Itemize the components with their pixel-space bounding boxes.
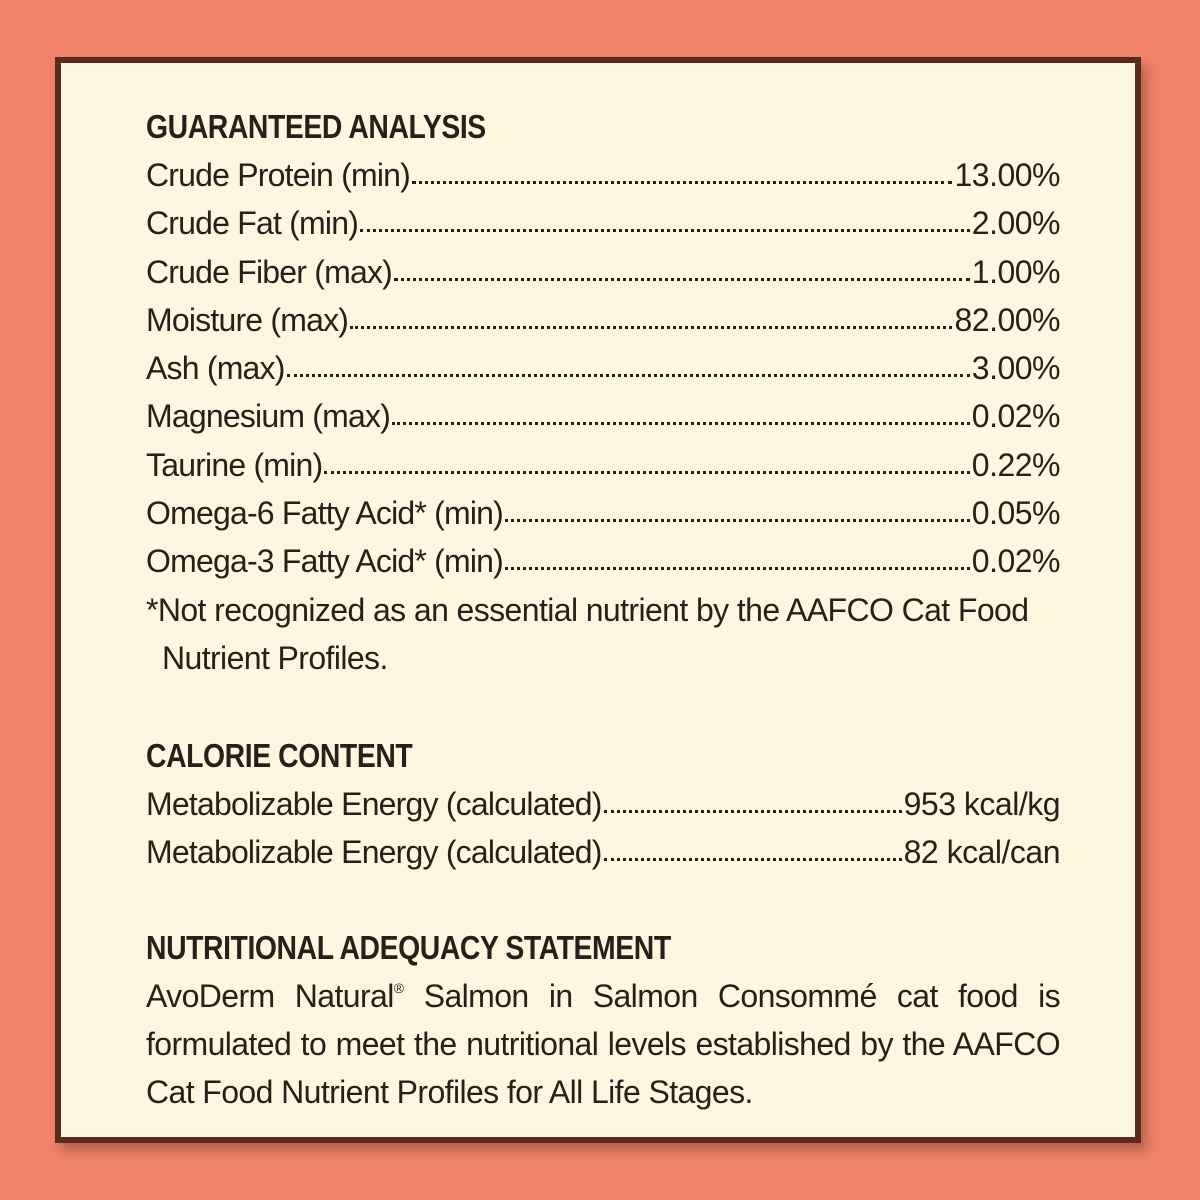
- analysis-label: Crude Fat (min): [146, 205, 359, 242]
- dot-leader: [360, 202, 970, 234]
- guaranteed-analysis-list: [146, 151, 1060, 586]
- analysis-row: [146, 441, 1060, 489]
- dot-leader: [350, 299, 952, 331]
- analysis-value: 3.00%: [971, 350, 1060, 387]
- analysis-value: 0.02%: [971, 398, 1060, 435]
- analysis-row: [146, 344, 1060, 392]
- analysis-row: [146, 296, 1060, 344]
- calorie-content-heading: CALORIE CONTENT: [146, 736, 413, 774]
- analysis-label: Ash (max): [146, 350, 285, 387]
- label-panel: [55, 57, 1141, 1143]
- analysis-row: [146, 248, 1060, 296]
- calorie-value: 953 kcal/kg: [903, 785, 1060, 822]
- analysis-row: [146, 537, 1060, 585]
- dot-leader: [392, 395, 970, 427]
- analysis-value: 82.00%: [954, 301, 1060, 338]
- calorie-row: [146, 780, 1060, 828]
- dot-leader: [287, 347, 970, 379]
- footnote-line-2: Nutrient Profiles.: [162, 639, 388, 676]
- analysis-label: Moisture (max): [146, 301, 349, 338]
- dot-leader: [604, 831, 902, 863]
- section-gap: [146, 876, 1060, 924]
- analysis-row: [146, 392, 1060, 440]
- calorie-label: Metabolizable Energy (calculated): [146, 833, 602, 870]
- dot-leader: [324, 444, 969, 476]
- footnote-line-1: *Not recognized as an essential nutrient by the AAFCO Cat Food: [146, 591, 1029, 628]
- dot-leader: [505, 492, 970, 524]
- dot-leader: [604, 783, 902, 815]
- calorie-row: [146, 828, 1060, 876]
- calorie-content-list: [146, 780, 1060, 877]
- analysis-label: Crude Fiber (max): [146, 253, 393, 290]
- analysis-value: 0.05%: [971, 495, 1060, 532]
- analysis-value: 2.00%: [971, 205, 1060, 242]
- nutritional-adequacy-heading: NUTRITIONAL ADEQUACY STATEMENT: [146, 929, 671, 967]
- footnote: [146, 586, 1060, 682]
- section-gap: [146, 682, 1060, 732]
- analysis-value: 0.02%: [971, 543, 1060, 580]
- analysis-row: [146, 489, 1060, 537]
- dot-leader: [394, 251, 970, 283]
- calorie-value: 82 kcal/can: [903, 833, 1060, 870]
- analysis-value: 13.00%: [954, 157, 1060, 193]
- analysis-label: Omega-6 Fatty Acid* (min): [146, 495, 504, 532]
- analysis-row: [146, 151, 1060, 199]
- analysis-row: [146, 199, 1060, 247]
- dot-leader: [505, 540, 970, 572]
- registered-mark: ®: [393, 980, 404, 997]
- label-content: [146, 103, 1060, 1116]
- analysis-label: Magnesium (max): [146, 398, 391, 435]
- analysis-label: Crude Protein (min): [146, 157, 411, 193]
- brand-name: AvoDerm Natural: [146, 978, 394, 1015]
- analysis-value: 0.22%: [971, 446, 1060, 483]
- analysis-value: 1.00%: [971, 253, 1060, 290]
- guaranteed-analysis-heading: GUARANTEED ANALYSIS: [146, 108, 486, 145]
- nutritional-adequacy-statement: [146, 972, 1060, 1116]
- calorie-label: Metabolizable Energy (calculated): [146, 785, 602, 822]
- analysis-label: Taurine (min): [146, 446, 323, 483]
- analysis-label: Omega-3 Fatty Acid* (min): [146, 543, 504, 580]
- statement-text: Salmon in Salmon Consommé cat food is formulated to meet the nutritional levels established by the AAFCO Cat Food Nutrient Profiles for All Life Stages.: [146, 978, 1060, 1111]
- dot-leader: [412, 154, 952, 186]
